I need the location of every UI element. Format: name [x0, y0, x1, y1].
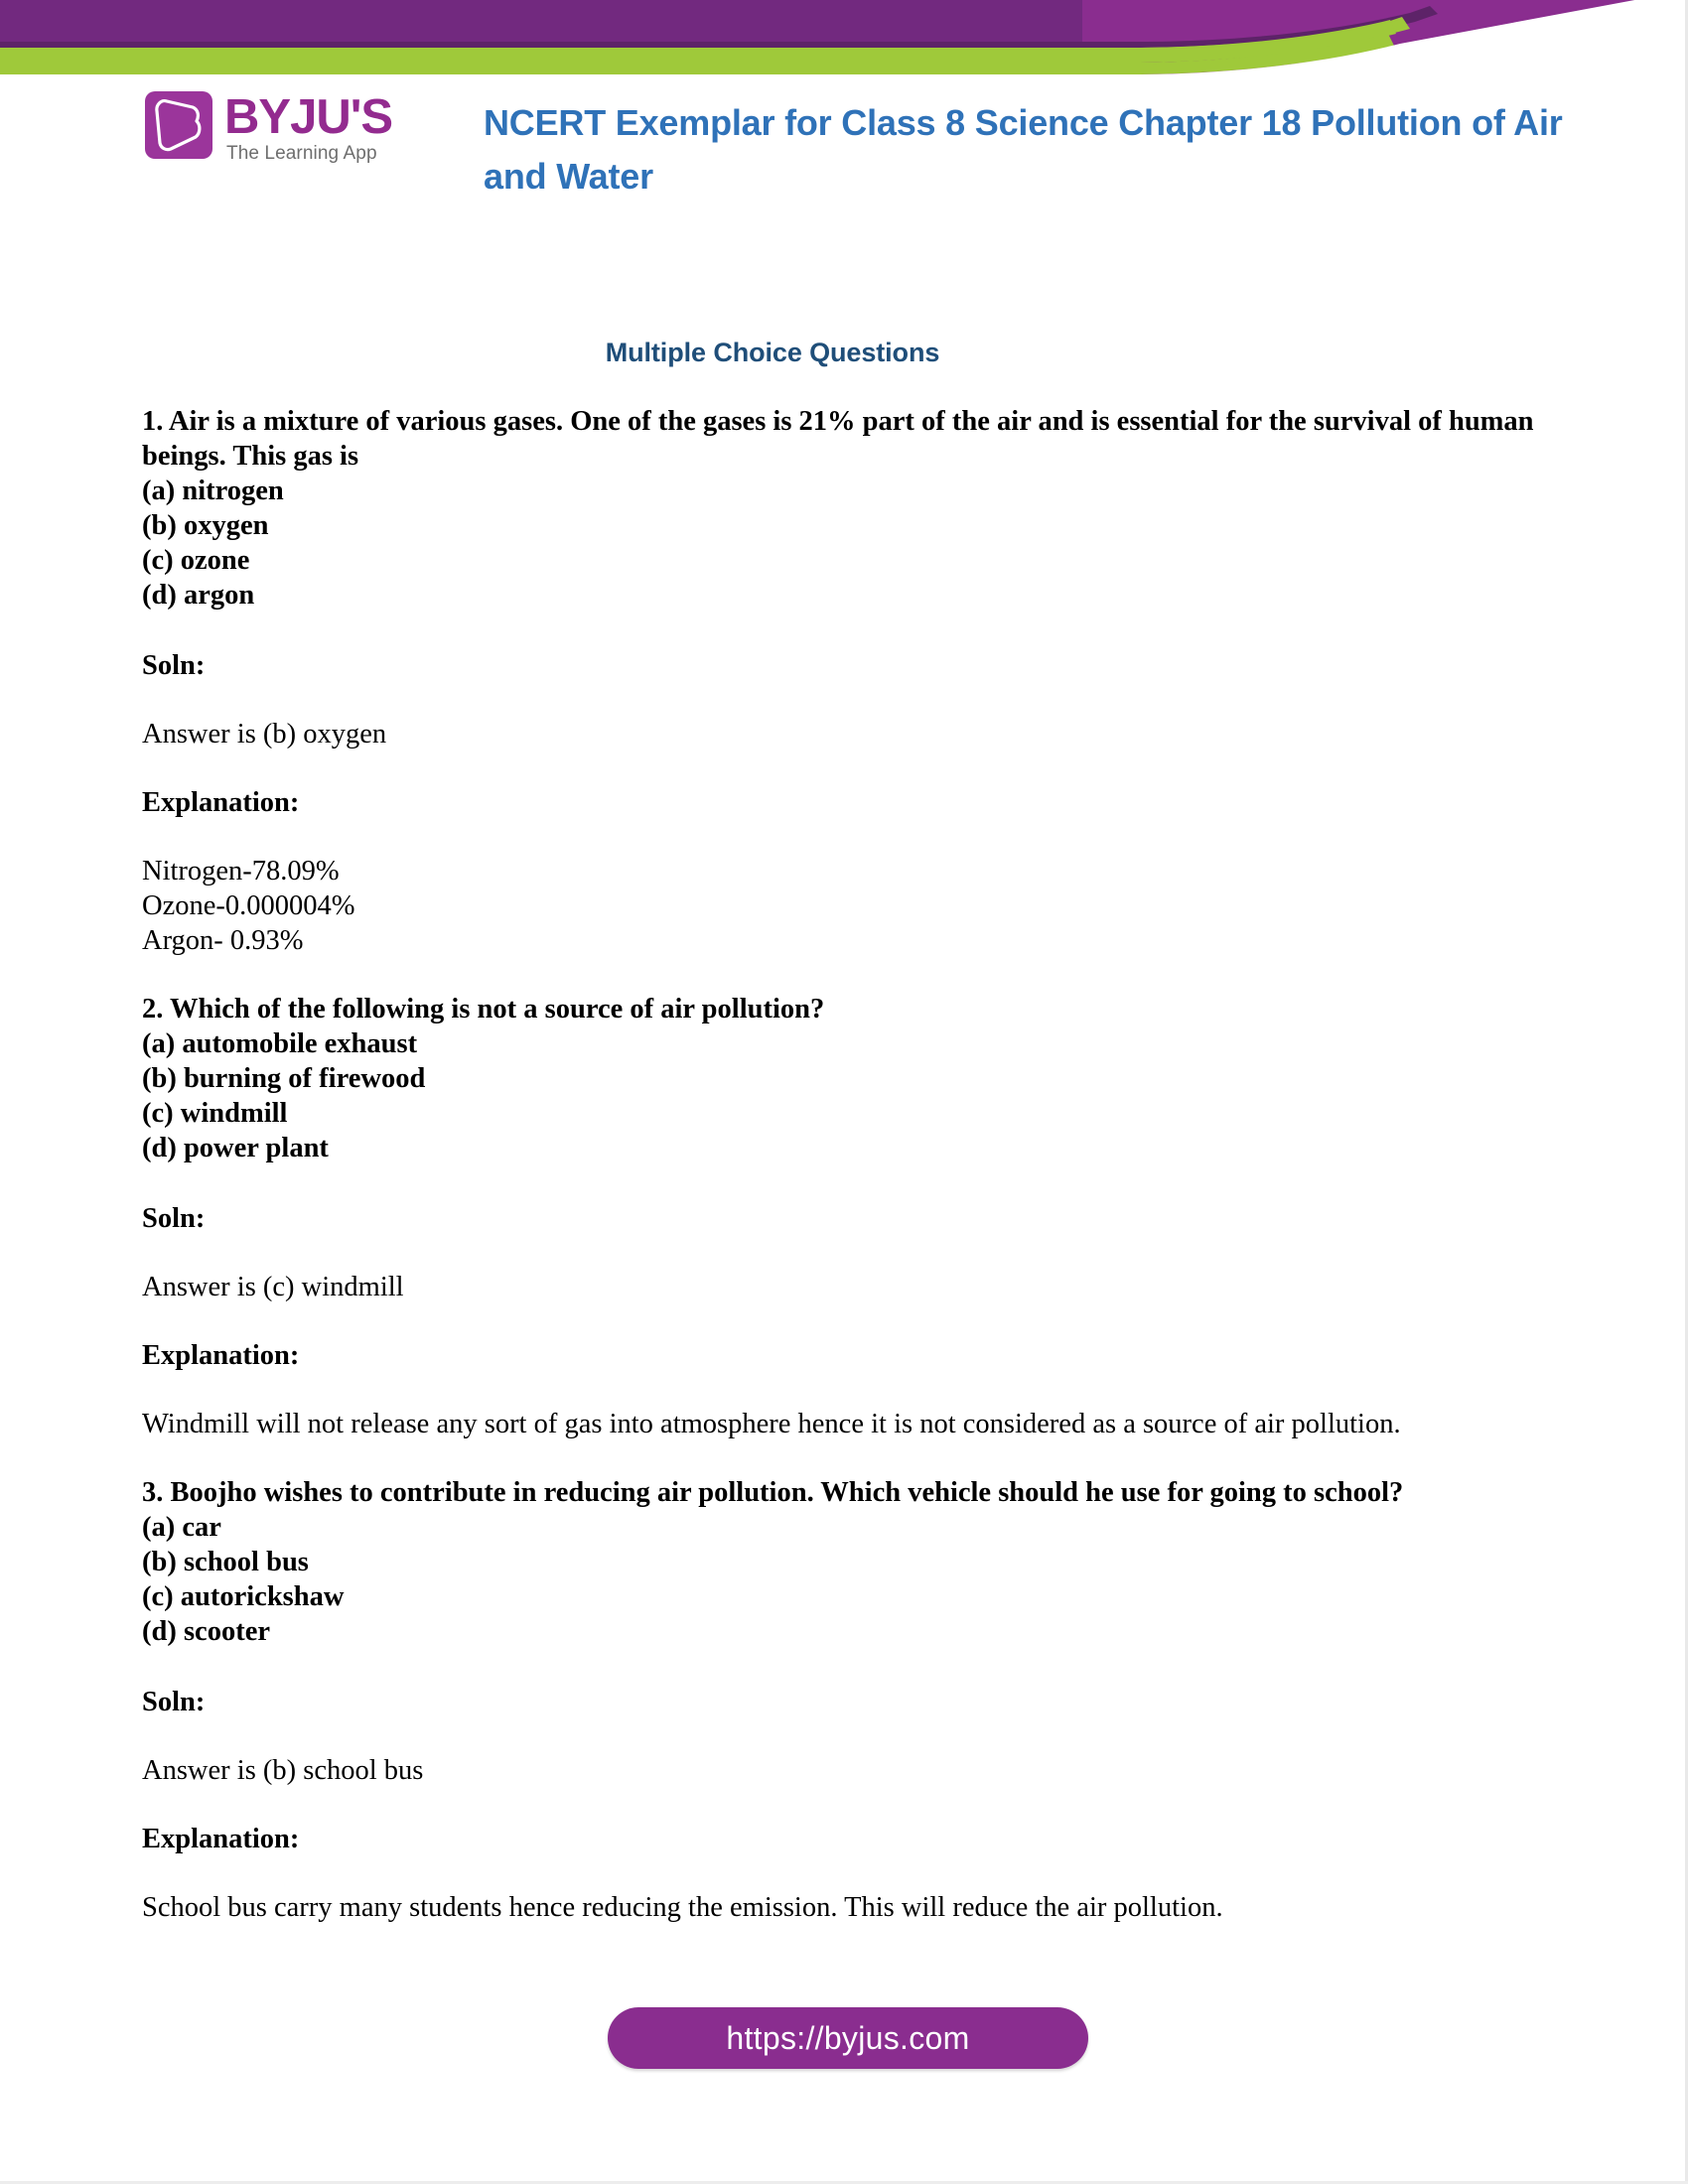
explanation-line: School bus carry many students hence reducing the emission. This will reduce the air pollution. — [142, 1892, 1223, 1923]
byjus-logo-mark-icon — [145, 91, 212, 159]
explanation-label: Explanation: — [142, 787, 300, 818]
solution-label: Soln: — [142, 650, 206, 681]
byjus-url-button[interactable] — [608, 2007, 1088, 2069]
question-option: (c) ozone — [142, 545, 250, 576]
question-stem: 1. Air is a mixture of various gases. One of the gases is 21% part of the air and is essential for the survival of human beings. This gas is — [142, 406, 1534, 472]
question-block-3 — [142, 1475, 1552, 1925]
question-option: (d) argon — [142, 580, 255, 611]
question-option: (b) school bus — [142, 1547, 309, 1577]
answer-text: Answer is (c) windmill — [142, 1272, 404, 1302]
question-option: (b) oxygen — [142, 510, 269, 541]
question-option: (c) autorickshaw — [142, 1581, 345, 1612]
question-option: (d) power plant — [142, 1133, 329, 1163]
explanation-label: Explanation: — [142, 1824, 300, 1854]
question-option: (a) car — [142, 1512, 221, 1543]
document-body — [142, 338, 1552, 1925]
byjus-tagline: The Learning App — [226, 143, 377, 164]
question-option: (d) scooter — [142, 1616, 270, 1647]
question-block-1 — [142, 404, 1552, 992]
byjus-logo — [145, 91, 443, 173]
question-stem: 3. Boojho wishes to contribute in reducing air pollution. Which vehicle should he use for going to school? — [142, 1477, 1404, 1508]
question-option: (a) nitrogen — [142, 476, 284, 506]
explanation-label: Explanation: — [142, 1340, 300, 1371]
solution-label: Soln: — [142, 1203, 206, 1234]
question-stem: 2. Which of the following is not a source of air pollution? — [142, 994, 825, 1024]
question-option: (b) burning of firewood — [142, 1063, 426, 1094]
byjus-url-label: https://byjus.com — [726, 2019, 970, 2056]
question-option: (a) automobile exhaust — [142, 1028, 418, 1059]
question-option: (c) windmill — [142, 1098, 288, 1129]
explanation-line: Ozone-0.000004% — [142, 890, 355, 921]
question-block-2 — [142, 992, 1552, 1475]
section-heading-mcq: Multiple Choice Questions — [605, 338, 940, 367]
page-title: NCERT Exemplar for Class 8 Science Chapter 18 Pollution of Air and Water — [484, 102, 1563, 197]
explanation-line: Argon- 0.93% — [142, 925, 304, 956]
explanation-line: Nitrogen-78.09% — [142, 856, 340, 887]
explanation-line: Windmill will not release any sort of gas into atmosphere hence it is not considered as a source of air pollution. — [142, 1409, 1401, 1439]
solution-label: Soln: — [142, 1687, 206, 1717]
byjus-wordmark: BYJU'S — [224, 90, 393, 144]
answer-text: Answer is (b) oxygen — [142, 719, 387, 750]
answer-text: Answer is (b) school bus — [142, 1755, 424, 1786]
